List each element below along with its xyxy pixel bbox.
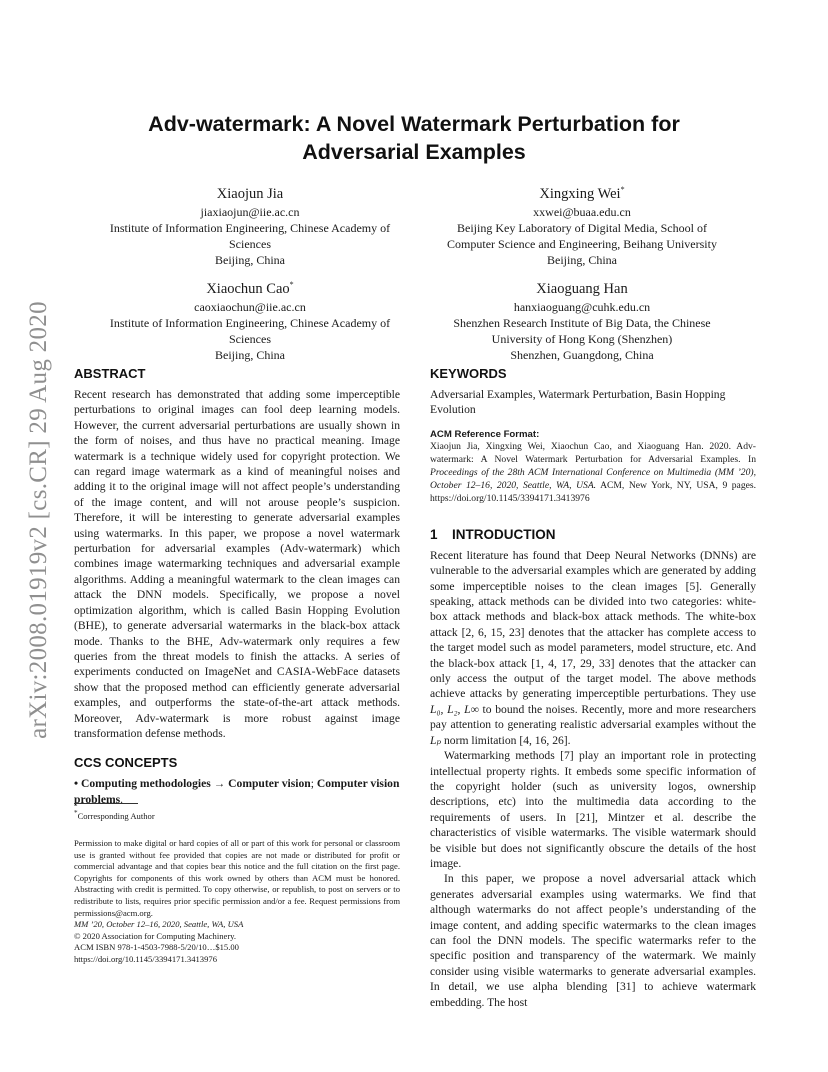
author-location: Beijing, China: [215, 347, 285, 362]
author-affiliation: Sciences: [229, 236, 271, 251]
author-location: Beijing, China: [215, 252, 285, 267]
keywords-text: Adversarial Examples, Watermark Perturbation, Basin Hopping Evolution: [430, 388, 726, 417]
author-affiliation: Beijing Key Laboratory of Digital Media, School of: [457, 220, 707, 235]
permission-block: [74, 838, 400, 966]
author-affiliation: Computer Science and Engineering, Beihang University: [447, 236, 717, 251]
venue-line: MM ’20, October 12–16, 2020, Seattle, WA, USA: [74, 919, 244, 930]
author-email: jiaxiaojun@iie.ac.cn: [200, 204, 300, 219]
arxiv-identifier: [18, 282, 60, 758]
author-affiliation: University of Hong Kong (Shenzhen): [491, 331, 673, 346]
author-name: Xingxing Wei*: [539, 185, 625, 202]
title-line-2: Adversarial Examples: [302, 140, 526, 164]
right-column: [430, 366, 756, 1010]
acm-reference-text: Xiaojun Jia, Xingxing Wei, Xiaochun Cao, and Xiaoguang Han. 2020. Adv-watermark: A Novel Watermark Perturbation for Adversarial Examples. In Proceedings of the 28th ACM International Conference on Multimedia (MM ’20), October 12–16, 2020, Seattle, WA, USA. ACM, New York, NY, USA, 9 pages. https://doi.org/10.1145/3394171.3413976: [430, 440, 757, 504]
author-name: Xiaochun Cao*: [206, 280, 294, 297]
footnote-rule: [74, 803, 138, 804]
ccs-heading: CCS CONCEPTS: [74, 755, 178, 771]
author-affiliation: Shenzhen Research Institute of Big Data, the Chinese: [453, 315, 711, 330]
ccs-concepts: • Computing methodologies → Computer vision; Computer vision problems.: [74, 777, 400, 806]
intro-paragraph-3: In this paper, we propose a novel adversarial attack which generates adversarial examples using watermarks. We find that although watermarks do not affect people’s understanding of the image content, and adding specific watermarks to the clean images can fool the DNN models. The specific watermarks refer to the specific position and transparency of the watermark. We mainly consider using visible watermarks to generate adversarial examples. In detail, we use alpha blending [31] to achieve watermark embedding. The host: [430, 872, 756, 1009]
intro-paragraph-1: Recent literature has found that Deep Neural Networks (DNNs) are vulnerable to the adversarial examples which are generated by adding some imperceptible noises to the clean images [5]. Generally speaking, attack methods can be divided into two categories: white-box attack methods and black-box attack methods. The white-box attack [2, 6, 15, 23] denotes that the attacker has complete access to the target model such as model parameters, model structure, etc. And the black-box attack [1, 4, 17, 29, 33] denotes that the attacker can only access the output of the target model. The above methods achieve attacks by generating imperceptible perturbations. They use L₀, L₂, L∞ to bound the noises. Recently, more and more researchers pay attention to generating realistic adversarial examples without the Lₚ norm limitation [4, 16, 26].: [430, 548, 756, 747]
permission-text: Permission to make digital or hard copies of all or part of this work for personal or classroom use is granted without fee provided that copies are not made or distributed for profit or commercial advantage and that copies bear this notice and the full citation on the first page. Copyrights for components of this work owned by others than ACM must be honored. Abstracting with credit is permitted. To copy otherwise, or republish, to post on servers or to redistribute to lists, requires prior specific permission and/or a fee. Request permissions from permissions@acm.org.: [74, 838, 400, 918]
author-name: Xiaojun Jia: [216, 185, 284, 202]
abstract-text: Recent research has demonstrated that adding some imperceptible perturbations to original images can fool deep learning models. However, the current adversarial perturbations are usually shown in the form of noises, and thus have no practical meaning. Image watermark is a technique widely used for copyright protection. We can regard image watermark as a kind of meaningful noises and adding it to the original image will not affect people’s understanding of the image content, and will not arouse people’s suspicion. Therefore, it will be interesting to generate adversarial examples using watermarks. In this paper, we propose a novel watermark perturbation for adversarial examples (Adv-watermark) which combines image watermarking techniques and adversarial example algorithms. Adding a meaningful watermark to the clean images can attack the DNN models. Specifically, we propose a novel optimization algorithm, which is called Basin Hopping Evolution (BHE), to generate adversarial watermarks in the black-box attack mode. Thanks to the BHE, Adv-watermark only requires a few queries from the threat models to finish the attacks. A series of experiments conducted on ImageNet and CASIA-WebFace datasets show that the proposed method can efficiently generate adversarial examples, and outperforms the state-of-the-art attack methods. Moreover, Adv-watermark is more robust against image transformation defense methods.: [74, 388, 400, 740]
left-column: [74, 366, 400, 807]
author-block-2: [412, 180, 752, 268]
title-line-1: Adv-watermark: A Novel Watermark Perturbation for: [148, 112, 680, 136]
author-block-4: [412, 275, 752, 363]
norms: L₀, L₂, L∞: [430, 702, 479, 716]
author-affiliation: Institute of Information Engineering, Chinese Academy of: [109, 315, 391, 330]
doi-line[interactable]: https://doi.org/10.1145/3394171.3413976: [74, 953, 217, 964]
author-email: xxwei@buaa.edu.cn: [533, 204, 631, 219]
isbn-line: ACM ISBN 978-1-4503-7988-5/20/10…$15.00: [74, 942, 239, 953]
ccs-concept: Computing methodologies → Computer vision: [80, 777, 311, 791]
author-name: Xiaoguang Han: [536, 280, 628, 297]
keywords-heading: KEYWORDS: [430, 366, 507, 381]
author-block-1: [80, 180, 420, 268]
author-location: Shenzhen, Guangdong, China: [510, 347, 654, 362]
author-affiliation: Sciences: [229, 331, 271, 346]
copyright-line: © 2020 Association for Computing Machinery.: [74, 930, 237, 941]
author-email: hanxiaoguang@cuhk.edu.cn: [513, 299, 651, 314]
acm-reference-heading: ACM Reference Format:: [430, 428, 540, 440]
lp-norm: Lₚ: [430, 733, 442, 747]
footnote-text: Corresponding Author: [77, 810, 155, 821]
abstract-heading: ABSTRACT: [74, 366, 146, 381]
introduction-heading: [430, 527, 756, 542]
section-title: INTRODUCTION: [452, 526, 556, 542]
footnote: *Corresponding Author: [74, 809, 155, 821]
arxiv-identifier-text: arXiv:2008.01919v2 [cs.CR] 29 Aug 2020: [25, 301, 52, 739]
author-email: caoxiaochun@iie.ac.cn: [194, 299, 306, 314]
author-location: Beijing, China: [547, 252, 617, 267]
ccs-concept: Computer vision problems: [74, 777, 400, 806]
acm-reference-doi[interactable]: https://doi.org/10.1145/3394171.3413976: [430, 492, 590, 504]
intro-paragraph-2: Watermarking methods [7] play an important role in protecting intellectual property rights. It embeds some specific information of the copyright holder (such as university logos, ownership descriptions, etc) into the multimedia data according to the requirements of users. In [21], Mintzer et al. describe the characteristics of visible watermarks. The visible watermark should be visible but does not significantly obscure the details of the host image.: [430, 749, 756, 870]
paper-title: [74, 110, 754, 166]
section-number: 1: [430, 526, 438, 542]
author-affiliation: Institute of Information Engineering, Chinese Academy of: [109, 220, 391, 235]
author-block-3: [80, 275, 420, 363]
